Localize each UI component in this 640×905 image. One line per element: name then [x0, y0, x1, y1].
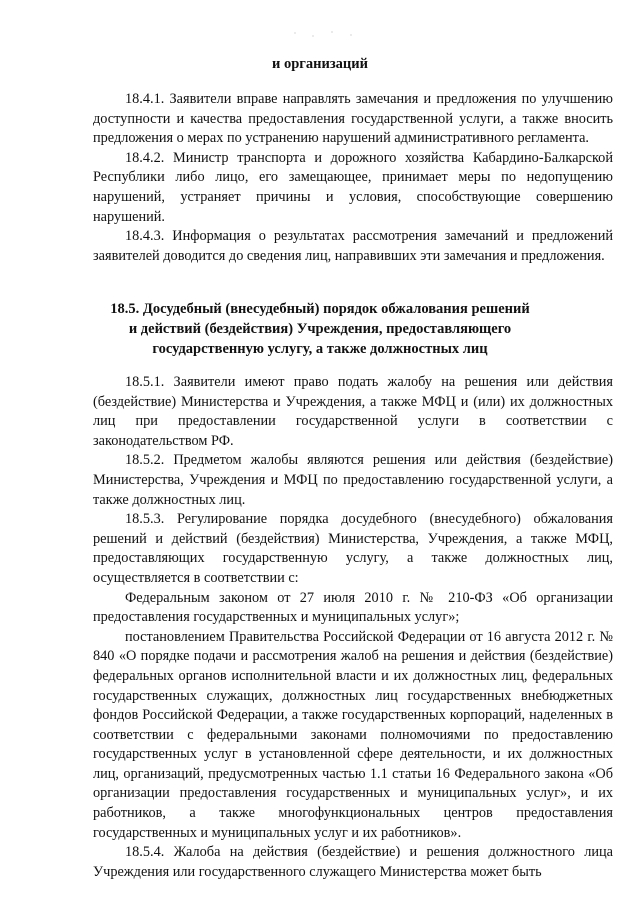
section-heading-line-3: государственную услугу, а также должностных лиц — [152, 341, 488, 357]
paragraph-18-5-1: 18.5.1. Заявители имеют право подать жалобу на решения или действия (бездействие) Министерства и Учреждения, а также МФЦ и (или) их должностных лиц при предоставлении государственной услуги в соответствии с законодательством РФ. — [93, 374, 613, 449]
scan-artifact — [290, 30, 370, 38]
paragraph-18-5-2: 18.5.2. Предметом жалобы являются решения или действия (бездействие) Министерства, Учреждения и МФЦ по предоставлению государственной услуги, а также должностных лиц. — [93, 452, 613, 508]
paragraph-government-decree: постановлением Правительства Российской Федерации от 16 августа 2012 г. № 840 «О порядке подачи и рассмотрения жалоб на решения и действия (бездействие) федеральных органов исполнительной власти и их должностных лиц, федеральных государственных служащих, должностных лиц государственных внебюджетных фондов Российской Федерации, а также государственных корпораций, наделенных в соответствии с федеральными законами полномочиями по предоставлению государственных услуг в установленной сфере деятельности, и их должностных лиц, организаций, предусмотренных частью 1.1 статьи 16 Федерального закона «Об организации предоставления государственных и муниципальных услуг», и их работников, а также многофункциональных центров предоставления государственных и муниципальных услуг и их работников». — [93, 628, 613, 841]
continued-heading: и организаций — [272, 56, 368, 72]
section-heading-line-2: и действий (бездействия) Учреждения, предоставляющего — [128, 321, 512, 337]
paragraph-18-4-2: 18.4.2. Министр транспорта и дорожного хозяйства Кабардино-Балкарской Республики либо лицо, его замещающее, принимает меры по недопущению нарушений, устраняет причины и условия, способствующие совершению нарушений. — [93, 149, 613, 225]
section-heading-line-1: 18.5. Досудебный (внесудебный) порядок обжалования решений — [110, 301, 530, 317]
section-18-4-text — [93, 90, 613, 266]
paragraph-federal-law: Федеральным законом от 27 июля 2010 г. № 210-ФЗ «Об организации предоставления государственных и муниципальных услуг»; — [93, 589, 613, 626]
paragraph-18-4-1: 18.4.1. Заявители вправе направлять замечания и предложения по улучшению доступности и качества предоставления государственной услуги, а также вносить предложения о мерах по устранению нарушений административного регламента. — [93, 91, 613, 147]
paragraph-18-4-3: 18.4.3. Информация о результатах рассмотрения замечаний и предложений заявителей доводится до сведения лиц, направивших эти замечания и предложения. — [93, 228, 613, 264]
section-18-5-heading — [90, 299, 550, 359]
paragraph-18-5-3: 18.5.3. Регулирование порядка досудебного (внесудебного) обжалования решений и действий (бездействия) Министерства, Учреждения, а также МФЦ, предоставляющих государственную услугу, а также должностных лиц, осуществляется в соответствии с: — [93, 511, 613, 586]
section-18-5-text — [93, 373, 613, 882]
paragraph-18-5-4: 18.5.4. Жалоба на действия (бездействие) и решения должностного лица Учреждения или государственного служащего Министерства может быть — [93, 844, 613, 880]
